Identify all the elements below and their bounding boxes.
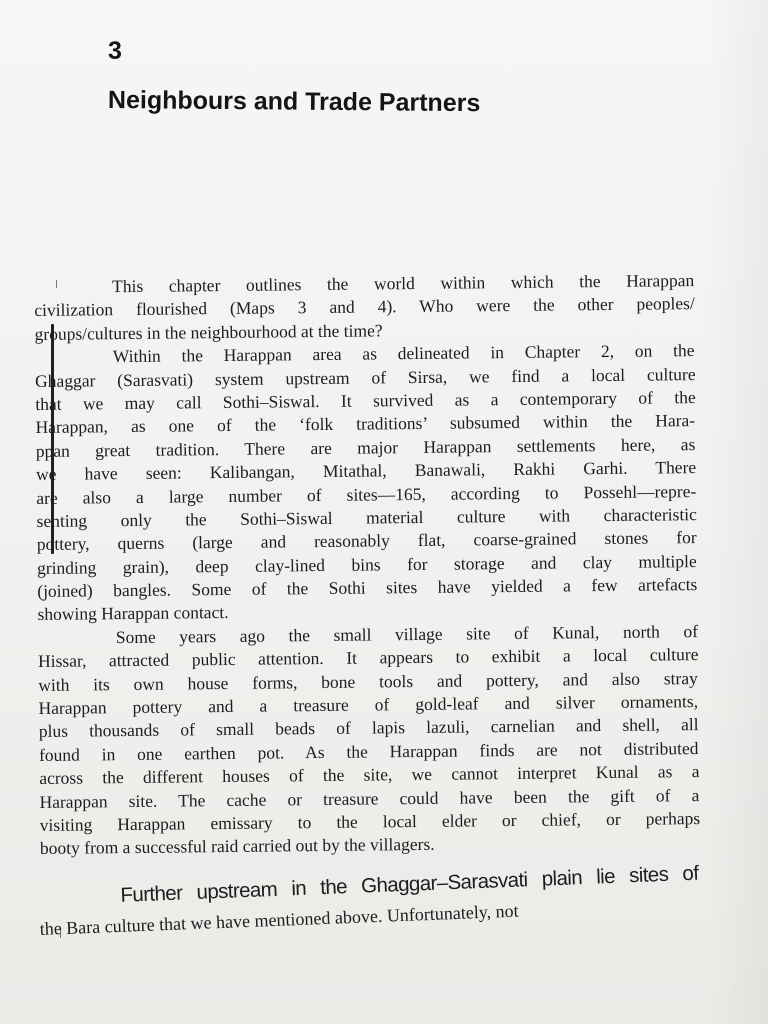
- text-line: senting only the Sothi–Siswal material culture with characteristic: [36, 503, 697, 531]
- text-line: Harappan, as one of the ‘folk traditions’ subsumed within the Hara-: [35, 410, 696, 438]
- chapter-number: 3: [108, 37, 122, 65]
- body-text: [34, 269, 700, 861]
- text-line: Ghaggar (Sarasvati) system upstream of Sirsa, we find a local culture: [34, 363, 696, 391]
- text-line: across the different houses of the site, we cannot interpret Kunal as a: [39, 761, 700, 789]
- chapter-title: Neighbours and Trade Partners: [107, 86, 481, 118]
- text-line: ppan great tradition. There are major Harappan settlements here, as: [35, 433, 696, 461]
- text-line: that we may call Sothi–Siswal. It survived as a contemporary of the: [35, 387, 696, 414]
- text-line: plus thousands of small beads of lapis lazuli, carnelian and shell, all: [38, 714, 699, 742]
- text-line: grinding grain), deep clay-lined bins for storage and clay multiple: [36, 550, 697, 578]
- text-line: showing Harappan contact.: [37, 602, 229, 625]
- text-line: (joined) bangles. Some of the Sothi sites have yielded a few artefacts: [37, 574, 698, 602]
- text-line: Hissar, attracted public attention. It appears to exhibit a local culture: [37, 644, 699, 672]
- text-line: groups/cultures in the neighbourhood at the time?: [34, 320, 383, 344]
- text-line: visiting Harappan emissary to the local elder or chief, or perhaps: [39, 808, 701, 835]
- text-line: Harappan site. The cache or treasure could have been the gift of a: [39, 784, 700, 812]
- text-line: the Bara culture that we have mentioned above. Unfortunately, not: [39, 900, 519, 939]
- text-line: booty from a successful raid carried out by the villagers.: [39, 834, 435, 859]
- text-line: Within the Harappan area as delineated in Chapter 2, on the: [112, 340, 695, 367]
- text-line: Further upstream in the Ghaggar–Sarasvati plain lie sites of: [120, 861, 699, 907]
- text-line: This chapter outlines the world within which the Harappan: [112, 270, 695, 297]
- text-line: found in one earthen pot. As the Harappan finds are not distributed: [38, 737, 699, 765]
- text-line: Harappan pottery and a treasure of gold-leaf and silver ornaments,: [38, 691, 699, 719]
- page-shadow: [708, 0, 768, 1024]
- text-line: with its own house forms, bone tools and pottery, and also stray: [38, 667, 698, 695]
- text-line: pottery, querns (large and reasonably flat, coarse-grained stones for: [36, 527, 697, 555]
- tail-text: [38, 858, 720, 944]
- text-line: are also a large number of sites—165, according to Possehl—repre-: [36, 480, 697, 508]
- text-line: we have seen: Kalibangan, Mitathal, Banawali, Rakhi Garhi. There: [35, 457, 697, 485]
- text-line: Some years ago the small village site of Kunal, north of: [115, 620, 699, 648]
- text-line: civilization flourished (Maps 3 and 4). Who were the other peoples/: [34, 293, 695, 321]
